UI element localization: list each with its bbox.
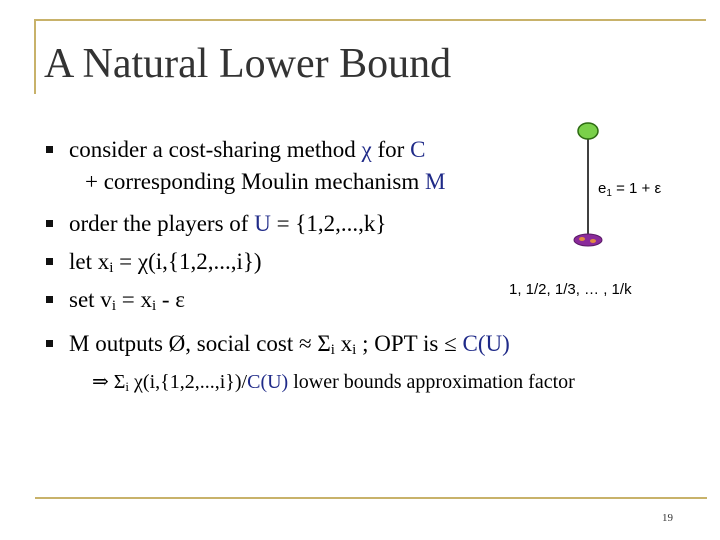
conclusion-text: lower bounds approximation factor	[288, 371, 575, 393]
subscript: i	[352, 342, 357, 358]
bullet-2-set: = {1,2,...,k}	[270, 211, 387, 236]
bullet-1-line-1	[69, 138, 425, 161]
subscript: i	[330, 342, 335, 358]
edge-e: e	[598, 180, 607, 197]
bullet-5-opt: ; OPT is ≤	[356, 331, 463, 356]
frame-top-rule	[34, 19, 706, 21]
mechanism-m: M	[425, 169, 446, 194]
cost-of-u: C(U)	[247, 371, 289, 393]
implies-sum: ⇒ Σ	[92, 371, 126, 393]
footer-rule	[35, 497, 707, 499]
bullet-1-text: consider a cost-sharing method	[69, 137, 362, 162]
bullet-marker	[46, 146, 53, 153]
frame-left-rule	[34, 19, 36, 94]
bullet-3-formula: = χ(i,{1,2,...,i})	[113, 249, 262, 274]
player-set-u: U	[254, 211, 271, 236]
conclusion-line	[92, 372, 575, 392]
player-values-label: 1, 1/2, 1/3, … , 1/k	[509, 281, 632, 298]
slide-title: A Natural Lower Bound	[44, 41, 452, 87]
bullet-3	[69, 249, 262, 276]
player-dot-icon	[579, 237, 585, 241]
bullet-4-formula: = x	[115, 287, 152, 312]
subscript: i	[125, 379, 130, 394]
bullet-2-text: order the players of	[69, 211, 255, 236]
edge-cost-label	[598, 180, 661, 197]
root-node-icon	[578, 123, 598, 139]
edge-subscript: 1	[606, 188, 612, 199]
bullet-marker	[46, 220, 53, 227]
bullet-1-for: for	[371, 137, 411, 162]
bullet-5-x: x	[334, 331, 353, 356]
bullet-1-continuation: + corresponding Moulin mechanism	[85, 169, 426, 194]
bullet-4-epsilon: - ε	[156, 287, 185, 312]
conclusion-formula: χ(i,{1,2,...,i})/	[129, 371, 248, 393]
bullet-marker	[46, 340, 53, 347]
player-nodes-icon	[574, 234, 602, 246]
bullet-4-text: set v	[69, 287, 112, 312]
cost-function-c: C	[410, 137, 426, 162]
subscript: i	[151, 298, 157, 314]
player-dot-icon	[590, 239, 596, 243]
bullet-1-line-2	[85, 170, 445, 193]
cost-of-u: C(U)	[462, 331, 510, 356]
bullet-3-text: let x	[69, 249, 110, 274]
subscript: i	[111, 298, 116, 314]
bullet-4	[69, 287, 185, 314]
page-number: 19	[662, 512, 673, 524]
bullet-2	[69, 212, 386, 235]
bullet-marker	[46, 258, 53, 265]
subscript: i	[109, 260, 114, 276]
bullet-marker	[46, 296, 53, 303]
bullet-5-text: M outputs Ø, social cost ≈ Σ	[69, 331, 331, 356]
edge-value: = 1 + ε	[611, 180, 662, 197]
chi-symbol: χ	[361, 137, 372, 162]
bullet-5	[69, 331, 510, 358]
